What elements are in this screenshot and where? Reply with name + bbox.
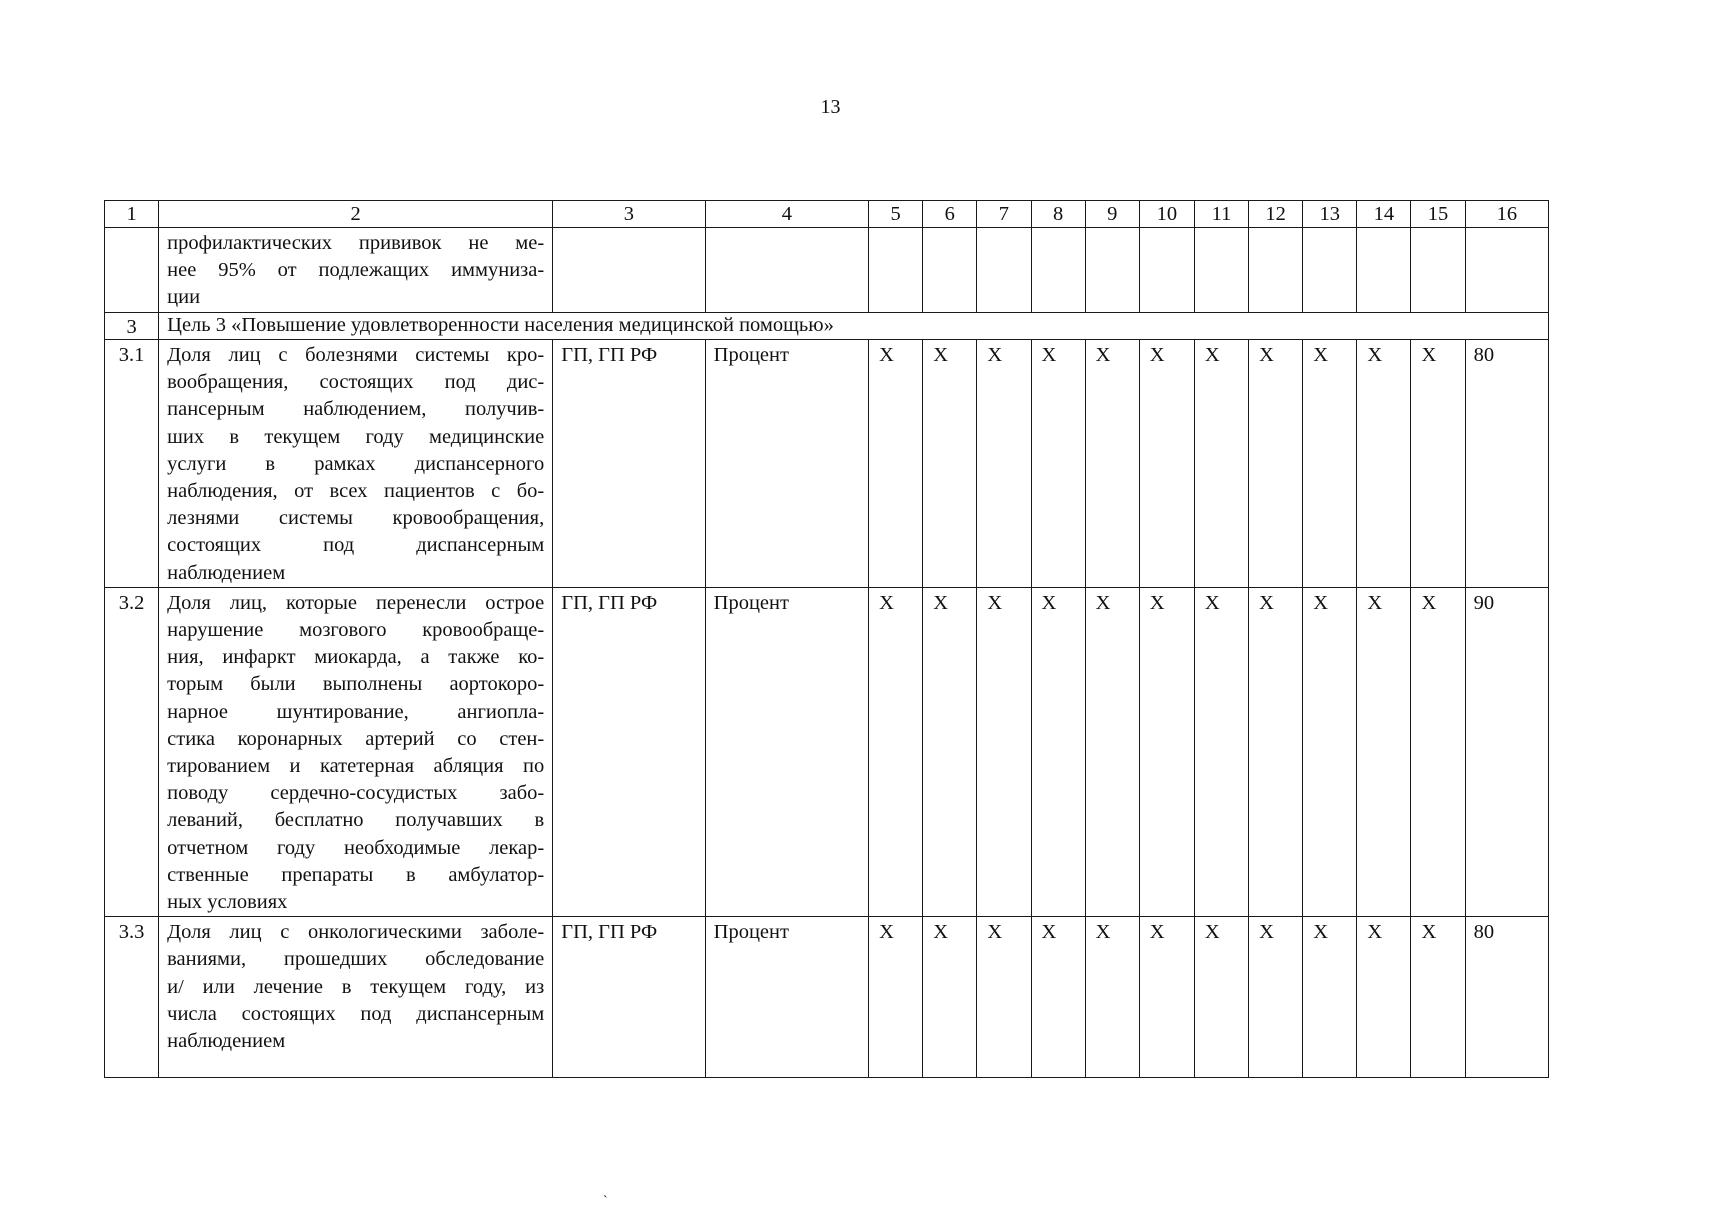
year-mark: X: [1411, 917, 1465, 1078]
indicator-description: [159, 340, 553, 588]
year-mark: X: [1249, 587, 1303, 916]
description-line: ния, инфаркт миокарда, а также ко-: [167, 646, 545, 669]
description-line: поводу сердечно-сосудистых забо-: [167, 782, 545, 805]
description-line: торым были выполнены аортокоро-: [167, 673, 545, 696]
empty-cell: [1357, 228, 1411, 313]
column-header: 15: [1411, 201, 1465, 228]
indicator-number: 3.1: [105, 340, 159, 588]
continuation-row: [105, 228, 1549, 313]
column-header: 4: [705, 201, 868, 228]
indicator-description: [159, 917, 553, 1078]
year-mark: X: [1249, 917, 1303, 1078]
year-mark: X: [1194, 917, 1248, 1078]
empty-cell: [869, 228, 923, 313]
empty-cell: [1194, 228, 1248, 313]
description-line: наблюдения, от всех пациентов с бо-: [167, 480, 545, 503]
target-value: 90: [1465, 587, 1548, 916]
description-line: отчетном году необходимые лекар-: [167, 836, 545, 859]
year-mark: X: [869, 587, 923, 916]
description-line: состоящих под диспансерным: [167, 534, 545, 557]
year-mark: X: [1031, 340, 1085, 588]
column-header: 13: [1303, 201, 1357, 228]
description-line: Доля лиц с онкологическими заболе-: [167, 921, 545, 944]
empty-cell: [1303, 228, 1357, 313]
year-mark: X: [923, 587, 977, 916]
year-mark: X: [869, 917, 923, 1078]
year-mark: X: [1249, 340, 1303, 588]
description-line: лезнями системы кровообращения,: [167, 507, 545, 530]
description-line: числа состоящих под диспансерным: [167, 1002, 545, 1025]
year-mark: X: [869, 340, 923, 588]
year-mark: X: [1303, 587, 1357, 916]
indicator-source: ГП, ГП РФ: [553, 917, 705, 1078]
description-line: ваниями, прошедших обследование: [167, 948, 545, 971]
year-mark: X: [977, 917, 1031, 1078]
year-mark: X: [1085, 587, 1139, 916]
description-line: ших в текущем году медицинские: [167, 425, 545, 448]
column-header: 7: [977, 201, 1031, 228]
column-header: 3: [553, 201, 705, 228]
year-mark: X: [1139, 340, 1194, 588]
column-header: 14: [1357, 201, 1411, 228]
year-mark: X: [1303, 917, 1357, 1078]
year-mark: X: [977, 587, 1031, 916]
empty-cell: [1465, 228, 1548, 313]
description-line: Доля лиц, которые перенесли острое: [167, 591, 545, 614]
description-line: профилактических прививок не ме-: [167, 232, 545, 254]
column-header: 16: [1465, 201, 1548, 228]
indicator-description: [159, 228, 553, 313]
goal-title: Цель 3 «Повышение удовлетворенности населения медицинской помощью»: [159, 313, 1549, 340]
empty-cell: [1249, 228, 1303, 313]
year-mark: X: [1303, 340, 1357, 588]
indicator-row: [105, 587, 1549, 916]
empty-cell: [553, 228, 705, 313]
description-line: Доля лиц с болезнями системы кро-: [167, 344, 545, 366]
description-line: леваний, бесплатно получавших в: [167, 809, 545, 832]
year-mark: X: [1357, 587, 1411, 916]
empty-cell: [705, 228, 868, 313]
description-line: пансерным наблюдением, получив-: [167, 398, 545, 421]
description-line: ных условиях: [167, 891, 288, 914]
indicator-source: ГП, ГП РФ: [553, 340, 705, 588]
column-header: 11: [1194, 201, 1248, 228]
column-header: 1: [105, 201, 159, 228]
year-mark: X: [1085, 917, 1139, 1078]
indicator-unit: Процент: [705, 340, 868, 588]
year-mark: X: [1031, 587, 1085, 916]
year-mark: X: [977, 340, 1031, 588]
indicator-number: 3.2: [105, 587, 159, 916]
description-line: стика коронарных артерий со стен-: [167, 727, 545, 750]
description-line: вообращения, состоящих под дис-: [167, 371, 545, 394]
indicator-row: [105, 340, 1549, 588]
empty-cell: [1085, 228, 1139, 313]
empty-cell: [1139, 228, 1194, 313]
description-line: услуги в рамках диспансерного: [167, 452, 545, 475]
description-line: ции: [167, 286, 201, 309]
column-header: 5: [869, 201, 923, 228]
year-mark: X: [1411, 587, 1465, 916]
column-header: 2: [159, 201, 553, 228]
column-header: 8: [1031, 201, 1085, 228]
indicator-unit: Процент: [705, 587, 868, 916]
description-line: нее 95% от подлежащих иммуниза-: [167, 259, 545, 282]
indicator-description: [159, 587, 553, 916]
description-line: нарушение мозгового кровообраще-: [167, 619, 545, 642]
description-line: наблюдением: [167, 561, 286, 584]
indicator-unit: Процент: [705, 917, 868, 1078]
year-mark: X: [1139, 917, 1194, 1078]
year-mark: X: [1031, 917, 1085, 1078]
goal-row: [105, 313, 1549, 340]
column-header: 10: [1139, 201, 1194, 228]
year-mark: X: [1357, 917, 1411, 1078]
header-row: [105, 201, 1549, 228]
target-value: 80: [1465, 340, 1548, 588]
year-mark: X: [1194, 340, 1248, 588]
target-value: 80: [1465, 917, 1548, 1078]
description-line: наблюдением: [167, 1030, 286, 1053]
page-number: 13: [820, 96, 841, 118]
empty-cell: [923, 228, 977, 313]
year-mark: X: [1357, 340, 1411, 588]
indicator-number: 3.3: [105, 917, 159, 1078]
column-header: 12: [1249, 201, 1303, 228]
year-mark: X: [1085, 340, 1139, 588]
empty-cell: [1031, 228, 1085, 313]
year-mark: X: [923, 917, 977, 1078]
goal-number: 3: [105, 313, 159, 340]
indicators-table: [104, 200, 1549, 1078]
stray-mark: `: [603, 1194, 608, 1209]
indicator-row: [105, 917, 1549, 1078]
year-mark: X: [1139, 587, 1194, 916]
column-header: 6: [923, 201, 977, 228]
empty-cell: [1411, 228, 1465, 313]
description-line: и/ или лечение в текущем году, из: [167, 975, 545, 998]
empty-cell: [977, 228, 1031, 313]
indicator-source: ГП, ГП РФ: [553, 587, 705, 916]
year-mark: X: [923, 340, 977, 588]
year-mark: X: [1411, 340, 1465, 588]
description-line: ственные препараты в амбулатор-: [167, 863, 545, 886]
description-line: нарное шунтирование, ангиопла-: [167, 700, 545, 723]
row-number: [105, 228, 159, 313]
description-line: тированием и катетерная абляция по: [167, 755, 545, 778]
column-header: 9: [1085, 201, 1139, 228]
year-mark: X: [1194, 587, 1248, 916]
